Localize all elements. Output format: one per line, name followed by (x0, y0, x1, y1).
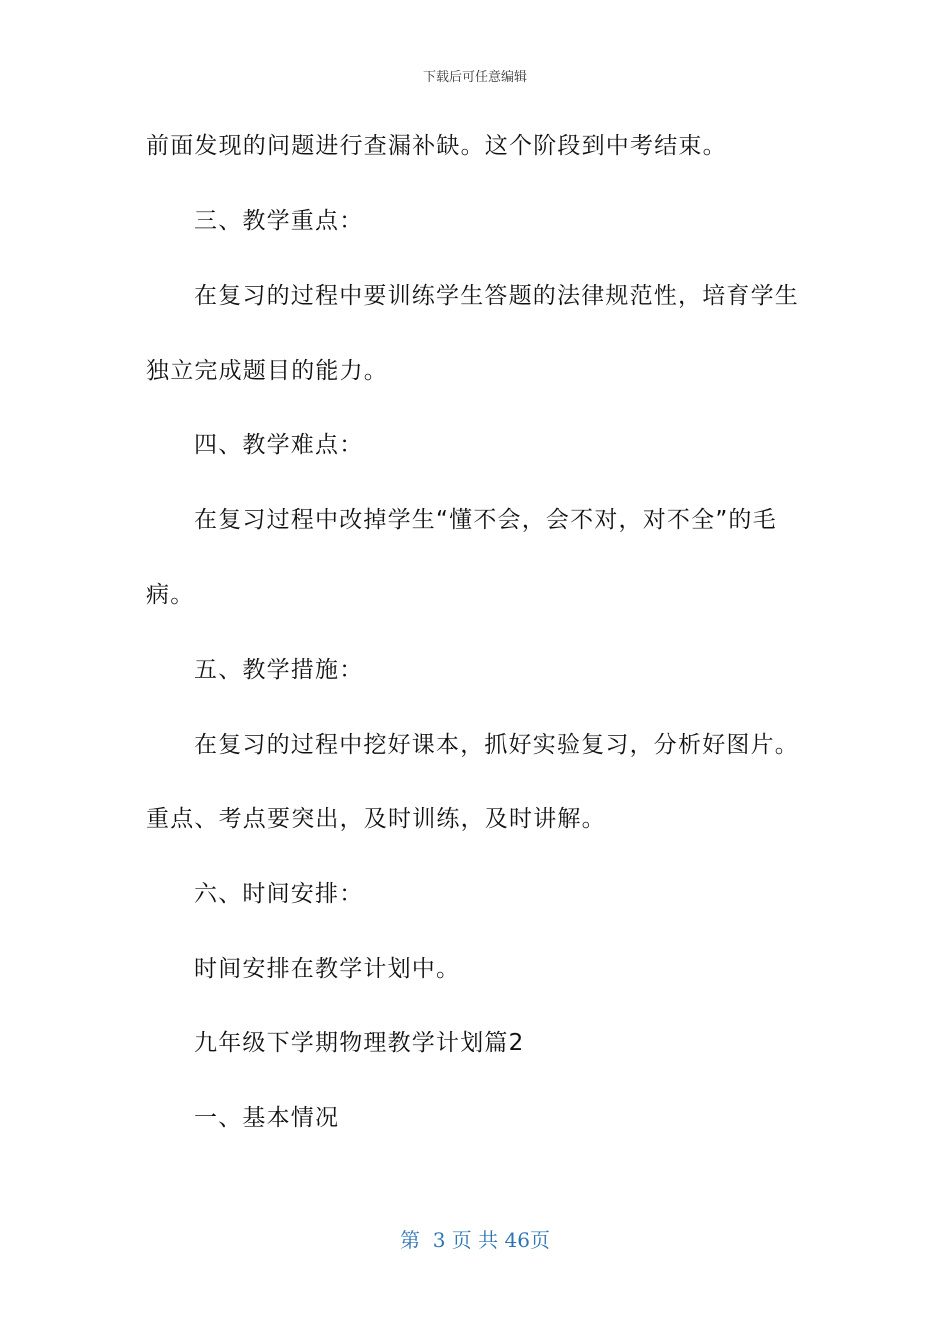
page-header: 下载后可任意编辑 (422, 70, 527, 85)
paragraph-line: 病。 (146, 582, 195, 608)
paragraph-line: 独立完成题目的能力。 (146, 358, 388, 384)
document-subtitle: 九年级下学期物理教学计划篇2 (194, 1030, 525, 1056)
paragraph-line: 在复习的过程中挖好课本，抓好实验复习，分析好图片。 (194, 732, 799, 758)
section-heading: 三、教学重点： (194, 208, 364, 234)
paragraph-line: 重点、考点要突出，及时训练，及时讲解。 (146, 806, 606, 832)
paragraph-line: 时间安排在教学计划中。 (194, 956, 461, 982)
page-number-footer: 第 3 页 共 46页 (400, 1228, 550, 1252)
section-heading: 一、基本情况 (194, 1105, 340, 1131)
section-heading: 六、时间安排： (194, 881, 364, 907)
paragraph-line: 在复习过程中改掉学生“懂不会，会不对，对不全”的毛 (194, 507, 777, 533)
paragraph-line: 前面发现的问题进行查漏补缺。这个阶段到中考结束。 (146, 133, 727, 159)
section-heading: 四、教学难点： (194, 432, 364, 458)
paragraph-line: 在复习的过程中要训练学生答题的法律规范性，培育学生 (194, 283, 799, 309)
section-heading: 五、教学措施： (194, 657, 364, 683)
